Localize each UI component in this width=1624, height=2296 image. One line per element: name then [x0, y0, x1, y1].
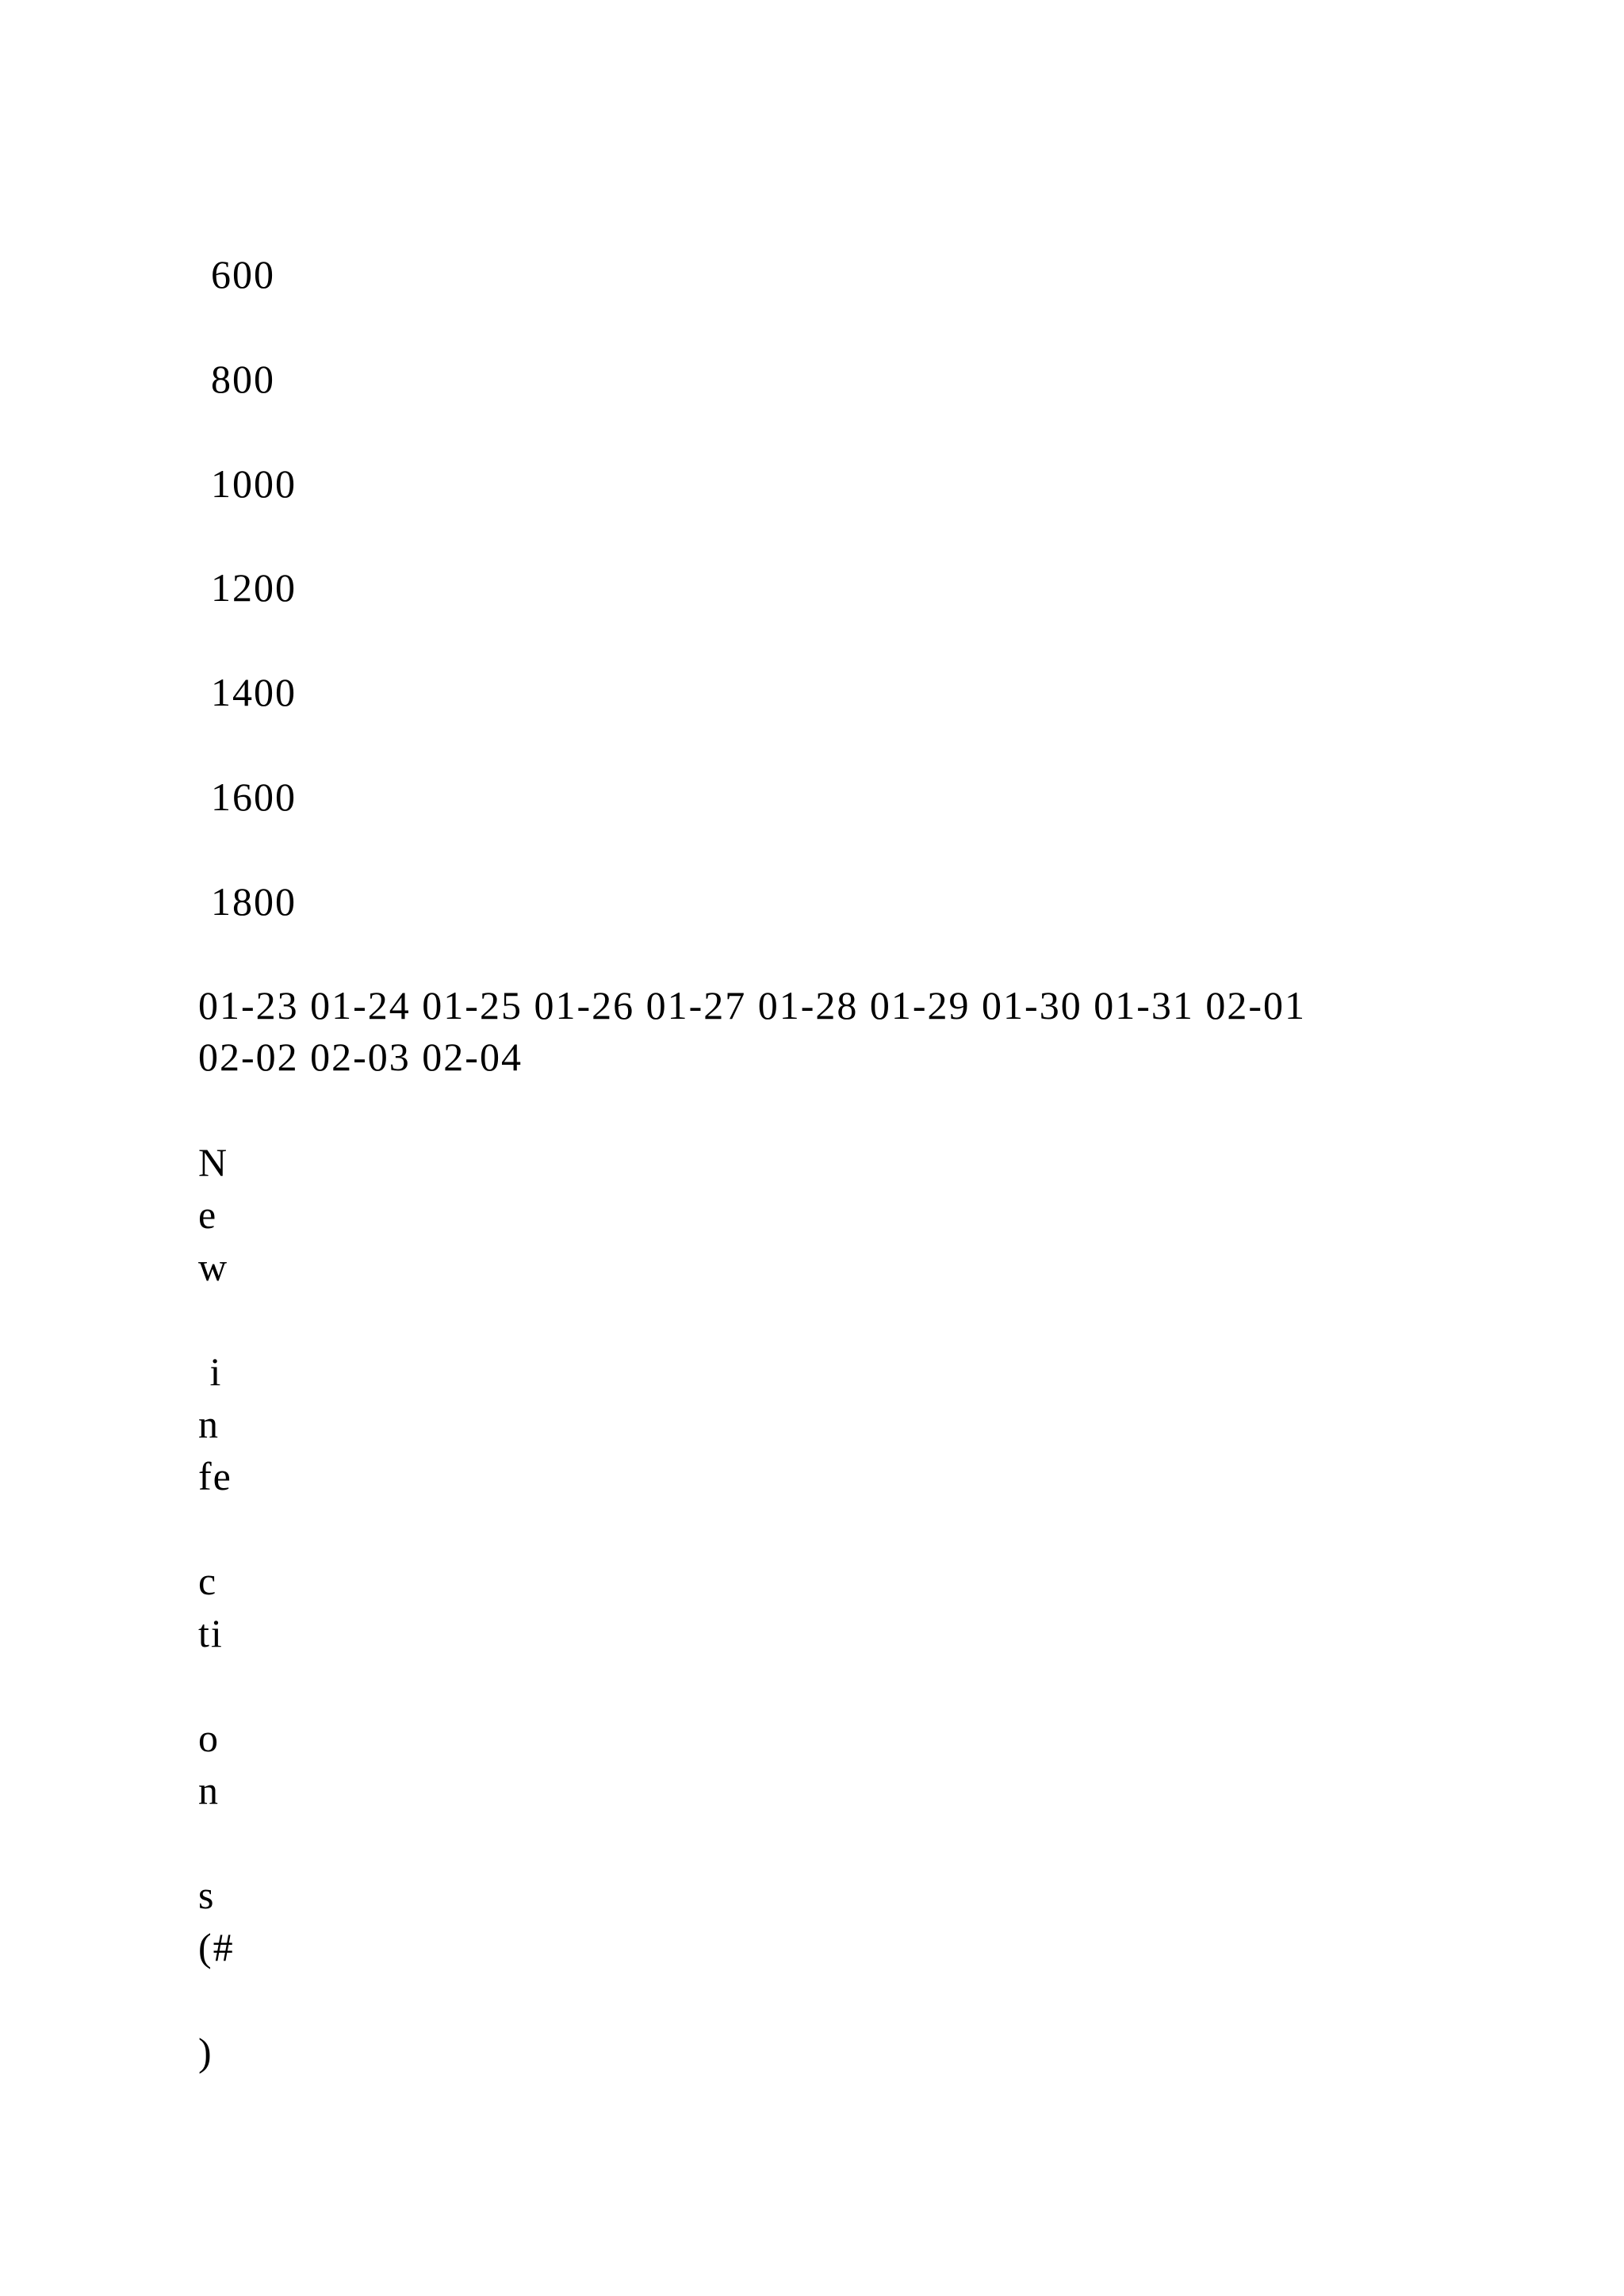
x-axis-labels-line-2: 02-02 02-03 02-04	[198, 1035, 523, 1079]
y-tick-label: 1600	[211, 775, 297, 819]
axis-title-fragment: i	[198, 1349, 223, 1394]
axis-title-fragment: (#	[198, 1925, 235, 1969]
axis-title-fragment: o	[198, 1716, 220, 1760]
y-tick-label: 1000	[211, 461, 297, 506]
x-axis-labels-line-1: 01-23 01-24 01-25 01-26 01-27 01-28 01-29 01-30 01-31 02-01	[198, 983, 1307, 1027]
axis-title-fragment: s	[198, 1873, 216, 1917]
axis-title-fragment: w	[198, 1245, 229, 1289]
y-tick-label: 1200	[211, 565, 297, 610]
axis-title-fragment: n	[198, 1768, 220, 1812]
y-tick-label: 600	[211, 252, 275, 297]
axis-title-fragment: n	[198, 1402, 220, 1446]
axis-title-fragment: e	[198, 1192, 218, 1237]
axis-title-fragment: fe	[198, 1454, 232, 1498]
axis-title-fragment: N	[198, 1140, 229, 1184]
axis-title-fragment: ti	[198, 1611, 224, 1655]
axis-title-fragment: )	[198, 2030, 213, 2074]
y-tick-label: 1800	[211, 879, 297, 924]
y-tick-label: 1400	[211, 670, 297, 714]
axis-title-fragment: c	[198, 1559, 218, 1603]
y-tick-label: 800	[211, 357, 275, 401]
